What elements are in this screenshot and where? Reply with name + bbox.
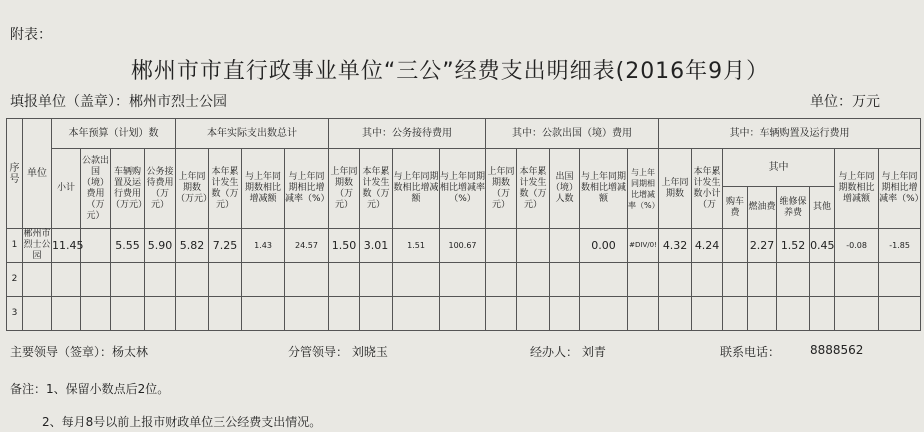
header-budget-group: 本年预算（计划）数 <box>52 119 176 149</box>
header-actual-cumulative: 本年累计发生数（万元） <box>209 149 242 229</box>
cell-veh-maint: 1.52 <box>777 229 810 263</box>
table-row <box>7 297 921 331</box>
row-seq: 1 <box>7 229 23 263</box>
header-seq: 序号 <box>7 119 23 229</box>
page-title: 郴州市市直行政事业单位“三公”经费支出明细表(2016年9月） <box>130 59 770 84</box>
header-veh-of-which: 其中 <box>723 149 835 187</box>
header-actual-change: 与上年同期数相比增减额 <box>242 149 285 229</box>
cell-rec-change: 1.51 <box>393 229 440 263</box>
cell-veh-prior: 4.32 <box>659 229 692 263</box>
cell-budget-vehicle: 5.55 <box>111 229 145 263</box>
cell-veh-fuel: 2.27 <box>748 229 777 263</box>
cell-rec-rate: 100.67 <box>440 229 486 263</box>
header-budget-abroad: 公款出国（境）费用（万元） <box>81 149 111 229</box>
cell-veh-other: 0.45 <box>810 229 835 263</box>
cell-rec-prior: 1.50 <box>329 229 360 263</box>
reporting-unit: 填报单位（盖章）：郴州市烈士公园 <box>10 94 227 110</box>
note-2: 2、每月8号以前上报市财政单位三公经费支出情况。 <box>42 415 322 429</box>
note-1: 备注：1、保留小数点后2位。 <box>10 382 170 396</box>
row-seq: 3 <box>7 297 23 331</box>
cell-budget-reception: 5.90 <box>145 229 176 263</box>
cell-actual-change: 1.43 <box>242 229 285 263</box>
header-budget-vehicle: 车辆购置及运行费用（万元） <box>111 149 145 229</box>
header-rec-prior: 上年同期数（万元） <box>329 149 360 229</box>
header-abr-change: 与上年同期数相比增减额 <box>580 149 628 229</box>
header-veh-cumulative: 本年累计发生数小计（万 <box>692 149 723 229</box>
cell-actual-rate: 24.57 <box>285 229 329 263</box>
header-vehicle-group: 其中：车辆购置及运行费用 <box>659 119 921 149</box>
header-veh-maint: 维修保养费 <box>777 187 810 229</box>
header-veh-prior: 上年同期数 <box>659 149 692 229</box>
currency-unit: 单位：万元 <box>810 94 880 110</box>
cell-veh-cumulative: 4.24 <box>692 229 723 263</box>
cell-abr-change: 0.00 <box>580 229 628 263</box>
header-rec-cumulative: 本年累计发生数（万元） <box>360 149 393 229</box>
phone-label: 联系电话： <box>720 345 781 359</box>
header-veh-fuel: 燃油费 <box>748 187 777 229</box>
header-budget-reception: 公务接待费用（万元） <box>145 149 176 229</box>
header-abr-cumulative: 本年累计发生数（万元） <box>517 149 550 229</box>
cell-veh-rate: -1.85 <box>879 229 921 263</box>
header-reception-group: 其中：公务接待费用 <box>329 119 486 149</box>
cell-veh-change: -0.08 <box>835 229 879 263</box>
header-unit: 单位 <box>23 119 52 229</box>
cell-budget-subtotal: 11.45 <box>52 229 81 263</box>
attachment-label: 附表： <box>10 27 52 43</box>
expense-table <box>6 118 924 331</box>
row-seq: 2 <box>7 263 23 297</box>
cell-rec-cumulative: 3.01 <box>360 229 393 263</box>
phone-number: 8888562 <box>810 343 864 357</box>
header-rec-change: 与上年同期数相比增减额 <box>393 149 440 229</box>
header-actual-group: 本年实际支出数总计 <box>176 119 329 149</box>
deputy-leader: 分管领导： 刘晓玉 <box>288 345 388 359</box>
cell-abr-prior <box>486 229 517 263</box>
header-veh-change: 与上年同期数相比增减额 <box>835 149 879 229</box>
header-abr-prior: 上年同期数（万元） <box>486 149 517 229</box>
handler: 经办人： 刘青 <box>530 345 606 359</box>
header-abroad-group: 其中：公款出国（境）费用 <box>486 119 659 149</box>
table-row <box>7 263 921 297</box>
header-veh-other: 其他 <box>810 187 835 229</box>
cell-abr-rate: #DIV/0! <box>628 229 659 263</box>
row-unit: 郴州市烈士公园 <box>23 229 51 261</box>
cell-abr-persons <box>550 229 580 263</box>
header-actual-rate: 与上年同期相比增减率（%） <box>285 149 329 229</box>
cell-actual-cumulative: 7.25 <box>209 229 242 263</box>
header-veh-purchase: 购车费 <box>723 187 748 229</box>
cell-budget-abroad <box>81 229 111 263</box>
header-rec-rate: 与上年同期相比增减率（%） <box>440 149 486 229</box>
cell-abr-cumulative <box>517 229 550 263</box>
header-abr-rate: 与上年同期相比增减率（%） <box>628 149 659 229</box>
header-subtotal: 小计 <box>52 149 81 229</box>
table-row <box>7 229 921 263</box>
header-actual-prior: 上年同期数（万元） <box>176 149 209 229</box>
header-abr-persons: 出国（境）人数 <box>550 149 580 229</box>
cell-veh-purchase <box>723 229 748 263</box>
main-leader: 主要领导（签章）：杨太林 <box>10 345 149 359</box>
cell-actual-prior: 5.82 <box>176 229 209 263</box>
header-veh-rate: 与上年同期相比增减率（%） <box>879 149 921 229</box>
